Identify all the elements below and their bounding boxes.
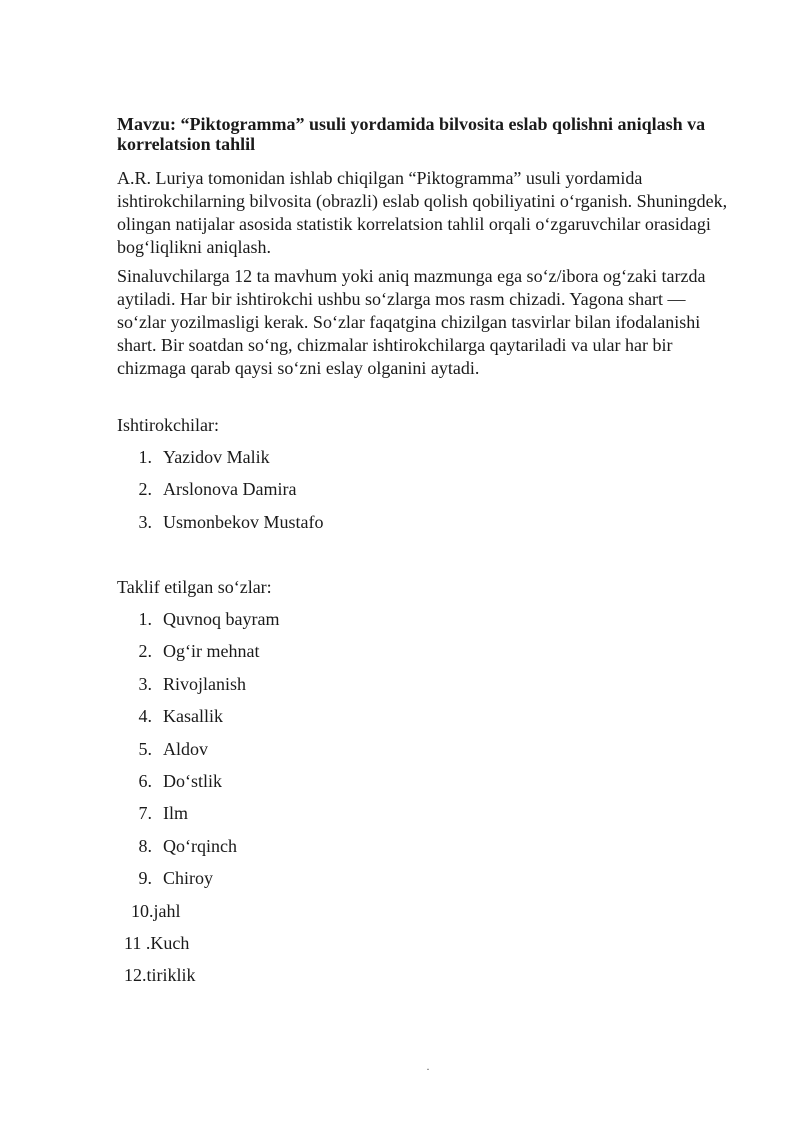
list-item (0, 964, 800, 996)
list-number: 6. (138, 770, 152, 791)
list-item (0, 673, 800, 705)
word-text: Quvnoq bayram (163, 609, 280, 629)
participants-list (0, 446, 800, 543)
participant-name: Yazidov Malik (163, 447, 270, 467)
list-item (0, 738, 800, 770)
list-item (0, 867, 800, 899)
word-text: Kasallik (163, 706, 223, 727)
page-footer-mark: · (426, 1062, 430, 1076)
list-item (0, 511, 800, 543)
list-item (0, 932, 800, 964)
list-item (0, 446, 800, 478)
list-number: 5. (138, 738, 152, 759)
list-number: 4. (138, 706, 152, 727)
word-text: Ilm (163, 803, 188, 824)
participant-name: Arslonova Damira (163, 479, 297, 500)
list-item (0, 640, 800, 672)
list-item (0, 478, 800, 510)
list-item (0, 705, 800, 737)
word-text: Rivojlanish (163, 673, 247, 694)
word-text: Qoʻrqinch (163, 835, 237, 856)
word-text: 11 .Kuch (124, 932, 190, 953)
purpose-paragraph: A.R. Luriya tomonidan ishlab chiqilgan “Piktogramma” usuli yordamida ishtirokchilarning bilvosita (obrazli) eslab qolish qobiliyatini oʻrganish. Shuningdek, olingan natijalar asosida statistik korrelatsion tahlil orqali oʻzgaruvchilar orasidagi bogʻliqlikni aniqlash. (117, 168, 728, 257)
list-item (0, 608, 800, 640)
document-heading: Mavzu: “Piktogramma” usuli yordamida bilvosita eslab qolishni aniqlash va korrelatsion tahlil (117, 114, 706, 154)
word-text: 12.tiriklik (124, 965, 196, 986)
list-item (0, 802, 800, 834)
participant-name: Usmonbekov Mustafo (163, 511, 324, 532)
list-number: 1. (138, 447, 152, 467)
list-number: 3. (138, 511, 152, 532)
list-item (0, 835, 800, 867)
participants-label: Ishtirokchilar: (117, 415, 219, 435)
list-number: 8. (138, 835, 152, 856)
word-text: Aldov (163, 738, 208, 759)
list-number: 7. (138, 803, 152, 824)
list-item (0, 900, 800, 932)
word-text: Ogʻir mehnat (163, 641, 260, 662)
list-number: 1. (138, 609, 152, 629)
words-label: Taklif etilgan soʻzlar: (117, 577, 272, 597)
word-text: Doʻstlik (163, 770, 223, 791)
list-number: 2. (138, 479, 152, 500)
procedure-paragraph: Sinaluvchilarga 12 ta mavhum yoki aniq mazmunga ega soʻz/ibora ogʻzaki tarzda aytiladi. Har bir ishtirokchi ushbu soʻzlarga mos rasm chizadi. Yagona shart — soʻzlar yozilmasligi kerak. Soʻzlar faqatgina chizilgan tasvirlar bilan ifodalanishi shart. Bir soatdan soʻng, chizmalar ishtirokchilarga qaytariladi va ular har bir chizmaga qarab qaysi soʻzni eslay olganini aytadi. (117, 266, 706, 378)
word-text: Chiroy (163, 868, 214, 889)
word-text: 10.jahl (131, 900, 181, 921)
words-list (0, 608, 800, 997)
list-number: 3. (138, 673, 152, 694)
list-number: 9. (138, 868, 152, 889)
list-number: 2. (138, 641, 152, 662)
list-item (0, 770, 800, 802)
